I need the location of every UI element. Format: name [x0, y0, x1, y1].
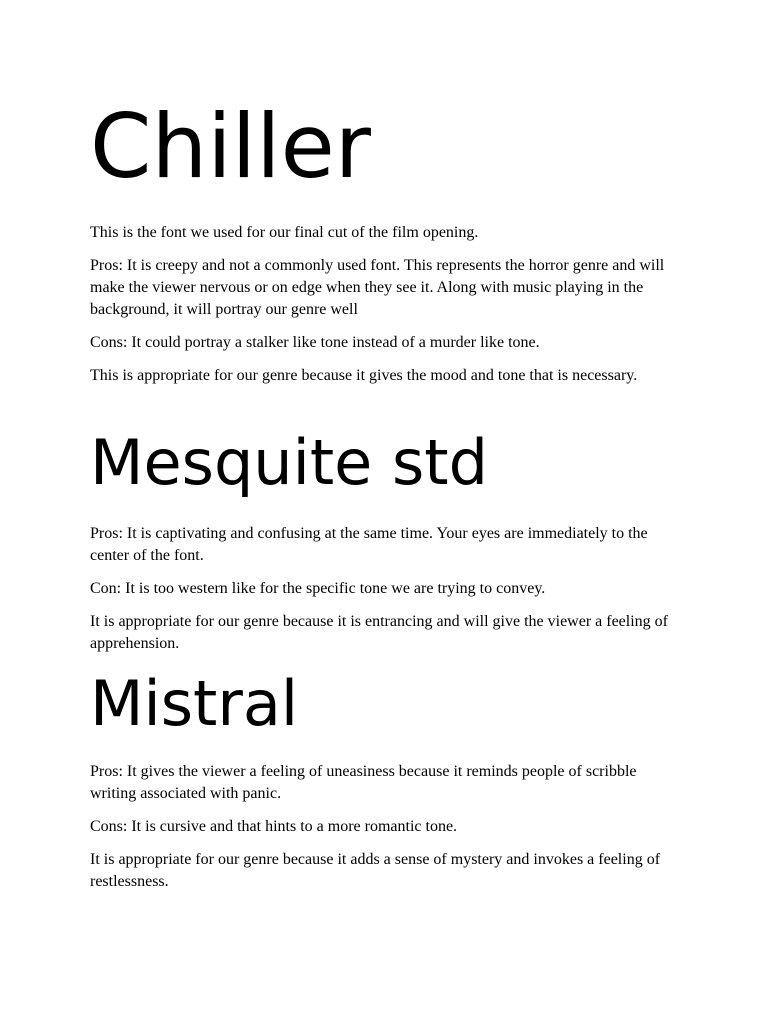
- heading-mesquite-std: Mesquite std: [90, 426, 488, 499]
- paragraph: It is appropriate for our genre because it adds a sense of mystery and invokes a feeling of restlessness.: [90, 851, 661, 890]
- paragraph: Pros: It gives the viewer a feeling of uneasiness because it reminds people of scribble writing associated with panic.: [90, 763, 637, 802]
- paragraph: It is appropriate for our genre because it is entrancing and will give the viewer a feeling of apprehension.: [90, 613, 668, 652]
- paragraph: This is appropriate for our genre because it gives the mood and tone that is necessary.: [90, 367, 638, 384]
- paragraph: Pros: It is creepy and not a commonly used font. This represents the horror genre and will make the viewer nervous or on edge when they see it. Along with music playing in the background, it will portray our genre well: [90, 257, 665, 318]
- paragraph: This is the font we used for our final cut of the film opening.: [90, 224, 479, 241]
- paragraph: Cons: It is cursive and that hints to a more romantic tone.: [90, 818, 458, 835]
- document-page: [90, 0, 690, 904]
- paragraph: Con: It is too western like for the specific tone we are trying to convey.: [90, 580, 546, 597]
- paragraph: Cons: It could portray a stalker like tone instead of a murder like tone.: [90, 334, 540, 351]
- heading-chiller: Chiller: [90, 95, 371, 198]
- heading-mistral: Mistral: [90, 667, 299, 740]
- paragraph: Pros: It is captivating and confusing at the same time. Your eyes are immediately to the center of the font.: [90, 525, 648, 564]
